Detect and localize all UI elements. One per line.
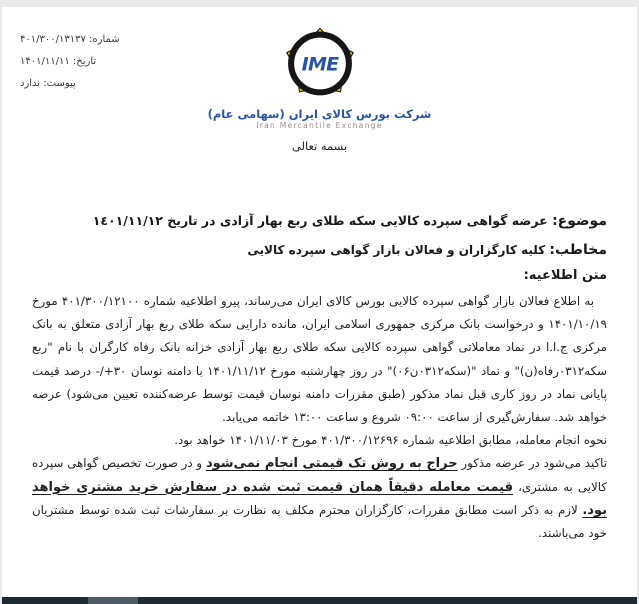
audience-label: مخاطب:: [549, 242, 607, 258]
ime-logo: [2, 27, 637, 131]
audience-line: [32, 240, 607, 260]
org-name-fa: شرکت بورس کالای ایران (سهامی عام): [207, 107, 432, 121]
subject-label: موضوع:: [552, 213, 607, 229]
besmeleh-text: بسمه تعالی: [291, 139, 348, 153]
announcement-heading: متن اطلاعیه:: [523, 268, 607, 283]
bottom-window-edge: [2, 597, 637, 604]
announcement-paragraph-3: [32, 452, 607, 545]
org-name-en: Iran Mercantile Exchange: [256, 121, 383, 130]
paragraph3-tail: لازم به ذکر است مطابق مقررات، کارگزاران محترم مکلف به نظارت بر سفارشات ثبت شده توسط مشتریان خود می‌باشند.: [32, 502, 607, 541]
letterhead-number: شماره: ۴۰۱/۳۰۰/۱۳۱۳۷: [20, 34, 120, 45]
letterhead-attachment: پیوست: ندارد: [20, 78, 76, 89]
auction-method-emphasis: حراج به روش تک قیمتی انجام نمی‌شود: [205, 456, 458, 472]
audience-text: کلیه کارگزاران و فعالان بازار گواهی سپرده کالایی: [247, 243, 546, 257]
ime-logo-icon: [282, 27, 358, 103]
letterhead-date: تاریخ: ۱۴۰۱/۱۱/۱۱: [20, 56, 97, 67]
announcement-body: [32, 290, 607, 545]
announcement-paragraph-1: به اطلاع فعالان بازار گواهی سپرده کالایی بورس کالای ایران می‌رساند، پیرو اطلاعیه شماره ۴۰۱/۳۰۰/۱۲۱۰۰ مورخ ۱۴۰۱/۱۰/۱۹ و درخواست بانک مرکزی جمهوری اسلامی ایران، مانده دارایی سکه طلای ربع بهار آزادی متعلق به بانک مرکزی ج.ا.ا در نماد معاملاتی گواهی سپرده کالایی سکه طلای ربع بهار آزادی خزانه بانک رفاه کارگران با نام "ربع سکه۰۳۱۲رفاه(ن)" و نماد "(سکه۰۳۱۲ن۰۶)" در روز چهارشنبه مورخ ۱۴۰۱/۱۱/۱۲ با دامنه نوسان ۳۰+/- درصد قیمت پایانی نماد در روز کاری قبل نماد مذکور (طبق مقررات دامنه نوسان قیمت توسط عرضه‌کننده تعیین می‌شود) عرضه خواهد شد. سفارش‌گیری از ساعت ۰۹:۰۰ شروع و ساعت ۱۳:۰۰ خاتمه می‌یابد.: [32, 294, 607, 425]
subject-line: [32, 211, 607, 231]
bottom-edge-segment: [88, 597, 138, 604]
paragraph3-middle: و در صورت تخصیص گواهی سپرده کالایی به مشتری،: [32, 456, 607, 494]
paragraph3-lead: تاکید می‌شود در عرضه مذکور: [457, 456, 607, 471]
trade-price-emphasis: قیمت معامله دقیقاً همان قیمت ثبت شده در سفارش خرید مشتری خواهد بود.: [32, 479, 607, 518]
subject-text: عرضه گواهی سپرده کالایی سکه طلای ربع بهار آزادی در تاریخ ١٤٠١/١١/١٢: [92, 213, 548, 228]
svg-text:IME: IME: [301, 53, 338, 76]
announcement-paragraph-2: نحوه انجام معامله، مطابق اطلاعیه شماره ۴۰۱/۳۰۰/۱۲۶۹۶ مورخ ۱۴۰۱/۱۱/۰۳ خواهد بود.: [174, 433, 607, 448]
